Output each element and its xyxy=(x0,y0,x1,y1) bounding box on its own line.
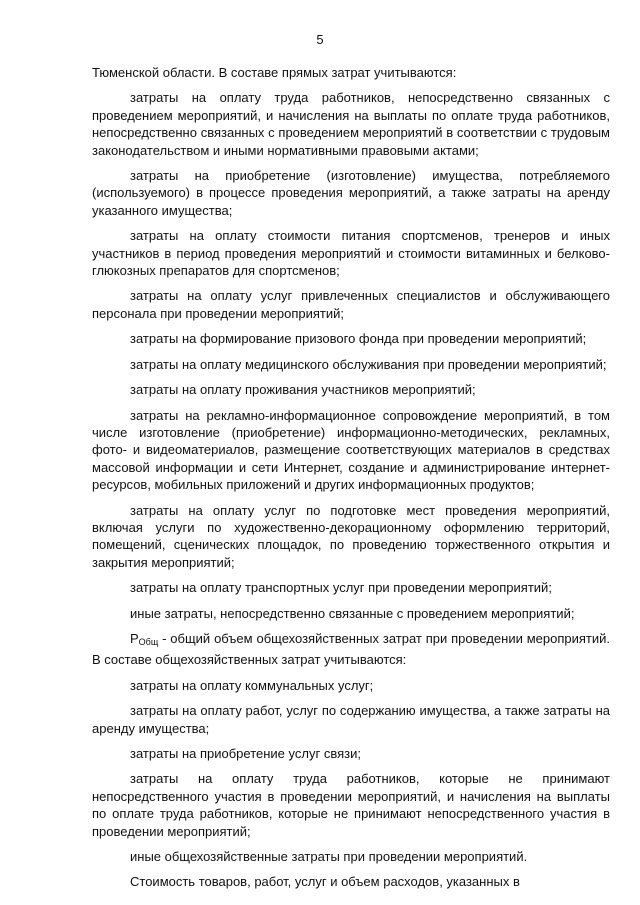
page-number: 5 xyxy=(316,32,324,47)
paragraph: затраты на оплату транспортных услуг при проведении мероприятий; xyxy=(130,580,552,596)
paragraph: иные общехозяйственные затраты при проведении мероприятий. xyxy=(130,849,528,865)
paragraph: затраты на оплату труда работников, которые не принимают непосредственного участия в проведении мероприятий, и начисления на выплаты по оплате труда работников, которые не принимают непосредственного участия в проведении мероприятий; xyxy=(92,771,610,839)
paragraph: затраты на оплату услуг по подготовке мест проведения мероприятий, включая услуги по художественно-декорационному оформлению территорий, помещений, сценических площадок, по проведению торжественного открытия и закрытия мероприятий; xyxy=(92,502,610,570)
document-body xyxy=(92,64,610,891)
general-costs-definition xyxy=(92,630,610,669)
paragraph: затраты на формирование призового фонда при проведении мероприятий; xyxy=(130,331,587,347)
paragraph: затраты на рекламно-информационное сопровождение мероприятий, в том числе изготовление (приобретение) информационно-методических, рекламных, фото- и видеоматериалов, размещение соответствующих материалов в средствах массовой информации и сети Интернет, создание и администрирование интернет-ресурсов, мобильных приложений и других информационных продуктов; xyxy=(92,407,610,493)
paragraph: затраты на оплату работ, услуг по содержанию имущества, а также затраты на аренду имущества; xyxy=(92,703,610,736)
general-costs-text: - общий объем общехозяйственных затрат при проведении мероприятий. В составе общехозяйственных затрат учитываются: xyxy=(92,630,610,668)
paragraph: иные затраты, непосредственно связанные с проведением мероприятий; xyxy=(130,605,575,621)
paragraph: затраты на оплату медицинского обслуживания при проведении мероприятий; xyxy=(130,356,607,372)
paragraph: Стоимость товаров, работ, услуг и объем расходов, указанных в xyxy=(130,874,520,890)
paragraph: затраты на оплату труда работников, непосредственно связанных с проведением мероприятий, и начисления на выплаты по оплате труда работников, непосредственно связанных с проведением мероприятий в соответствии с трудовым законодательством и иными нормативными правовыми актами; xyxy=(92,90,610,158)
paragraph: затраты на оплату стоимости питания спортсменов, тренеров и иных участников в период проведения мероприятий и стоимости витаминных и белково-глюкозных препаратов для спортсменов; xyxy=(92,228,610,279)
general-costs-symbol: P xyxy=(130,630,139,646)
paragraph: Тюменской области. В составе прямых затрат учитываются: xyxy=(92,65,457,80)
paragraph: затраты на приобретение услуг связи; xyxy=(130,746,361,761)
paragraph: затраты на приобретение (изготовление) имущества, потребляемого (используемого) в процессе проведения мероприятий, а также затраты на аренду указанного имущества; xyxy=(92,168,610,218)
paragraph: затраты на оплату услуг привлеченных специалистов и обслуживающего персонала при проведении мероприятий; xyxy=(92,288,610,321)
paragraph: затраты на оплату коммунальных услуг; xyxy=(130,677,374,693)
paragraph: затраты на оплату проживания участников мероприятий; xyxy=(130,382,476,398)
general-costs-subscript: Общ xyxy=(138,636,159,647)
